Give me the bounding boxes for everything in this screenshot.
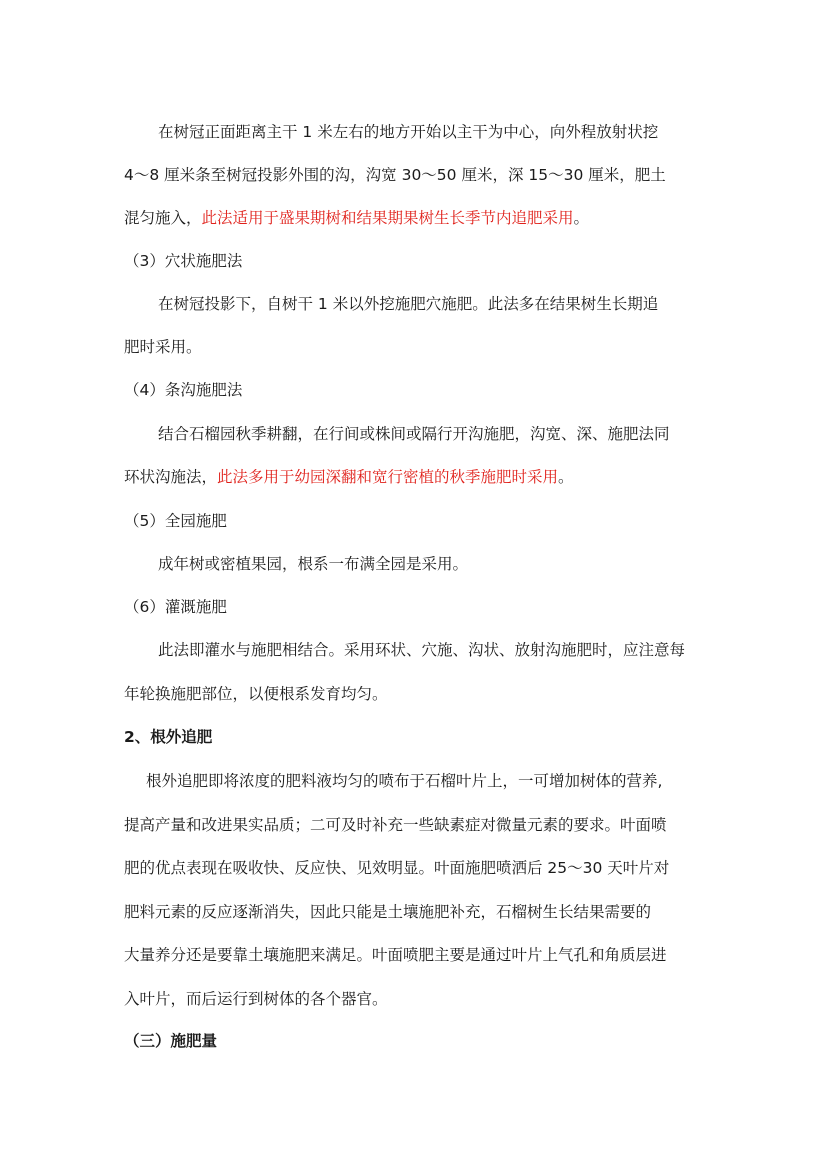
para3-line2-text: 环状沟施法， [124, 468, 218, 486]
section-3-heading: （三）施肥量 [124, 1032, 218, 1050]
para1-highlight: 此法适用于盛果期树和结果期果树生长季节内追肥采用 [201, 209, 574, 227]
para3-line2-end: 。 [558, 468, 574, 486]
para2-line2: 肥时采用。 [124, 338, 202, 356]
para6-line2: 提高产量和改进果实品质；二可及时补充一些缺素症对微量元素的要求。叶面喷 [124, 816, 667, 834]
para1-line3-text: 混匀施入， [124, 209, 202, 227]
para5-line1: 此法即灌水与施肥相结合。采用环状、穴施、沟状、放射沟施肥时，应注意每 [158, 641, 686, 659]
para6-line1: 根外追肥即将浓度的肥料液均匀的喷布于石榴叶片上，一可增加树体的营养, [146, 772, 663, 790]
para1-line3 [124, 208, 589, 228]
section-2-heading: 2、根外追肥 [124, 728, 213, 746]
para1-line3-end: 。 [573, 209, 590, 227]
heading-4: （4）条沟施肥法 [124, 381, 243, 399]
para3-line1: 结合石榴园秋季耕翻，在行间或株间或隔行开沟施肥，沟宽、深、施肥法同 [158, 425, 670, 443]
para2-line1: 在树冠投影下，自树干 1 米以外挖施肥穴施肥。此法多在结果树生长期追 [158, 295, 659, 313]
heading-6: （6）灌溉施肥 [124, 598, 227, 616]
para1-line2: 4～8 厘米条至树冠投影外围的沟，沟宽 30～50 厘米，深 15～30 厘米，肥土 [124, 166, 666, 184]
para6-line4: 肥料元素的反应逐渐消失，因此只能是土壤施肥补充，石榴树生长结果需要的 [124, 903, 652, 921]
para6-line6: 入叶片，而后运行到树体的各个器官。 [124, 990, 388, 1008]
heading-3: （3）穴状施肥法 [124, 252, 243, 270]
para3-highlight: 此法多用于幼园深翻和宽行密植的秋季施肥时采用 [217, 468, 559, 486]
para4-line1: 成年树或密植果园，根系一布满全园是采用。 [158, 555, 469, 573]
para6-line5: 大量养分还是要靠土壤施肥来满足。叶面喷肥主要是通过叶片上气孔和角质层进 [124, 946, 667, 964]
para5-line2: 年轮换施肥部位，以便根系发育均匀。 [124, 685, 388, 703]
para6-line3: 肥的优点表现在吸收快、反应快、见效明显。叶面施肥喷洒后 25～30 天叶片对 [124, 859, 670, 877]
para1-line1: 在树冠正面距离主干 1 米左右的地方开始以主干为中心，向外程放射状挖 [158, 123, 659, 141]
heading-5: （5）全园施肥 [124, 512, 227, 530]
para3-line2 [124, 467, 574, 487]
